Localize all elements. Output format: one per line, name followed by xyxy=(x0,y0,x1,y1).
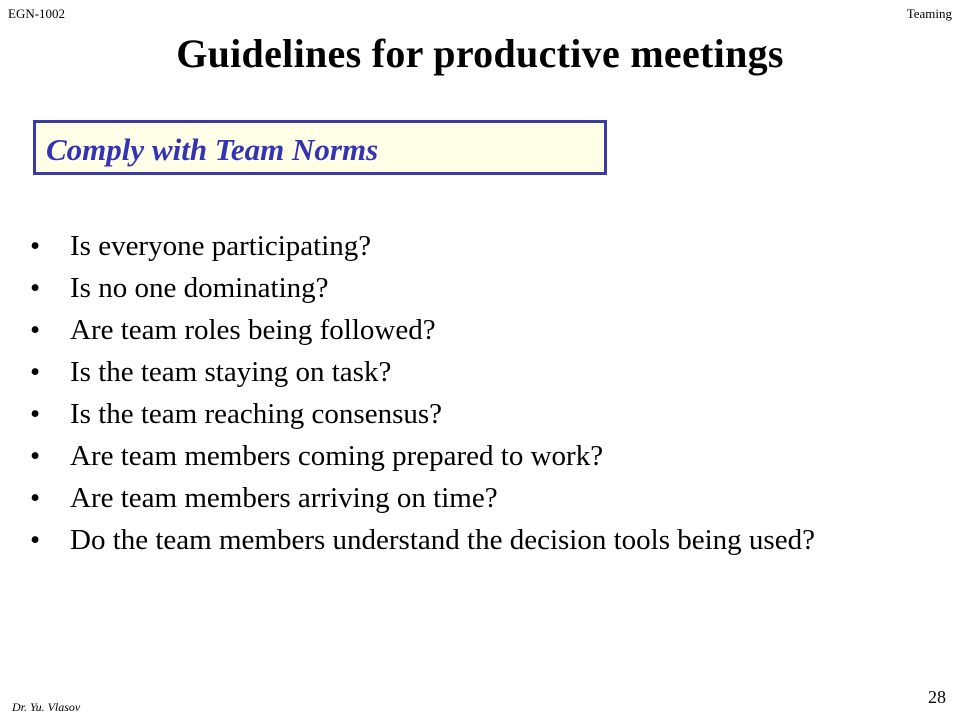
bullet-dot-icon: • xyxy=(30,272,41,304)
bullet-text: Is the team staying on task? xyxy=(70,356,392,388)
bullet-item xyxy=(30,309,926,351)
bullet-item xyxy=(30,435,926,477)
slide-title: Guidelines for productive meetings xyxy=(176,31,784,76)
subheading-text: Comply with Team Norms xyxy=(46,132,379,167)
bullet-item xyxy=(30,477,926,519)
bullet-list xyxy=(30,225,926,562)
bullet-dot-icon: • xyxy=(30,440,41,472)
bullet-item xyxy=(30,519,926,562)
bullet-dot-icon: • xyxy=(30,398,41,430)
bullet-item xyxy=(30,351,926,393)
bullet-text: Is the team reaching consensus? xyxy=(70,398,443,430)
bullet-dot-icon: • xyxy=(30,356,41,388)
bullet-text: Are team roles being followed? xyxy=(70,314,436,346)
bullet-item xyxy=(30,393,926,435)
bullet-text: Are team members coming prepared to work? xyxy=(70,440,604,472)
bullet-dot-icon: • xyxy=(30,314,41,346)
bullet-text: Is no one dominating? xyxy=(70,272,329,304)
topic-label: Teaming xyxy=(906,6,952,21)
bullet-dot-icon: • xyxy=(30,230,41,262)
bullet-dot-icon: • xyxy=(30,482,41,514)
bullet-text: Do the team members understand the decision tools being used? xyxy=(70,524,815,556)
subheading-box xyxy=(33,120,607,175)
page-number: 28 xyxy=(928,687,946,707)
bullet-item xyxy=(30,225,926,267)
bullet-text: Are team members arriving on time? xyxy=(70,482,498,514)
author-credit: Dr. Yu. Vlasov xyxy=(12,700,81,714)
bullet-dot-icon: • xyxy=(30,524,41,556)
course-code: EGN-1002 xyxy=(8,6,66,21)
bullet-item xyxy=(30,267,926,309)
bullet-text: Is everyone participating? xyxy=(70,230,372,262)
